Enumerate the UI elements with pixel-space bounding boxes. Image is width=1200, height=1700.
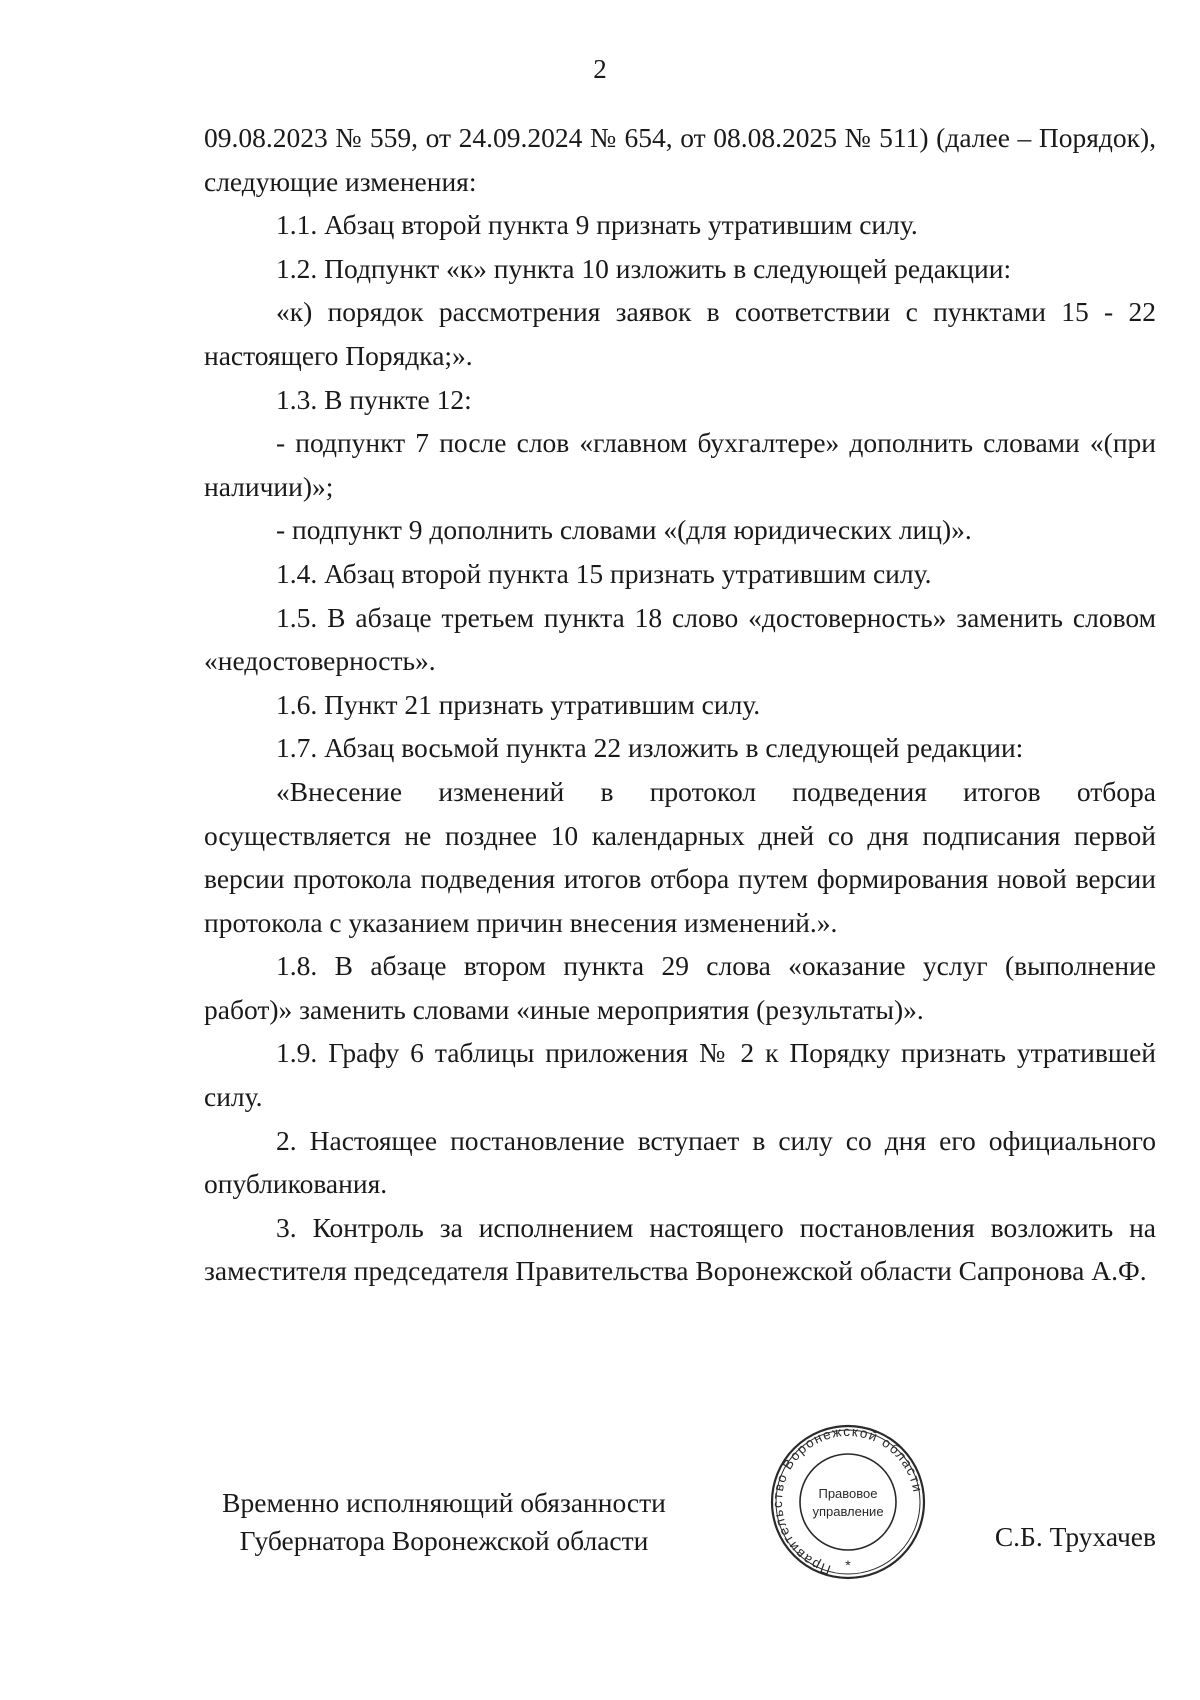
paragraph: «к) порядок рассмотрения заявок в соответствии с пунктами 15 - 22 настоящего Порядка;». bbox=[204, 296, 1156, 371]
paragraph: 1.2. Подпункт «к» пункта 10 изложить в следующей редакции: bbox=[276, 252, 1012, 284]
paragraph: - подпункт 9 дополнить словами «(для юридических лиц)». bbox=[276, 514, 972, 546]
paragraph: 1.1. Абзац второй пункта 9 признать утратившим силу. bbox=[276, 209, 918, 241]
signatory-position bbox=[204, 1484, 684, 1560]
seal-outer-text: Правительство Воронежской области bbox=[769, 1423, 926, 1578]
paragraph: 1.3. В пункте 12: bbox=[276, 383, 472, 415]
document-body bbox=[204, 116, 1156, 1293]
official-seal-stamp bbox=[768, 1420, 928, 1590]
signatory-position-line-1: Временно исполняющий обязанности bbox=[222, 1487, 666, 1518]
paragraph: 3. Контроль за исполнением настоящего постановления возложить на заместителя председателя Правительства Воронежской области Сапронова А.Ф. bbox=[204, 1211, 1156, 1287]
paragraph: 2. Настоящее постановление вступает в силу со дня его официального опубликования. bbox=[204, 1124, 1156, 1200]
paragraph: 1.8. В абзаце втором пункта 29 слова «оказание услуг (выполнение работ)» заменить словами «иные мероприятия (результаты)». bbox=[204, 950, 1156, 1025]
paragraph: 1.5. В абзаце третьем пункта 18 слово «достоверность» заменить словом «недостоверность». bbox=[204, 601, 1156, 677]
seal-inner-line-2: управление bbox=[812, 1504, 884, 1519]
seal-star: * bbox=[845, 1557, 851, 1573]
page-number: 2 bbox=[593, 54, 607, 84]
paragraph: 1.9. Графу 6 таблицы приложения № 2 к Порядку признать утратившей силу. bbox=[204, 1037, 1156, 1113]
paragraph: 1.7. Абзац восьмой пункта 22 изложить в следующей редакции: bbox=[276, 732, 1024, 764]
paragraph: 1.4. Абзац второй пункта 15 признать утратившим силу. bbox=[276, 557, 932, 589]
signatory-name: С.Б. Трухачев bbox=[994, 1521, 1156, 1552]
signatory-position-line-2: Губернатора Воронежской области bbox=[239, 1525, 649, 1556]
seal-inner-line-1: Правовое bbox=[818, 1486, 878, 1501]
paragraph: - подпункт 7 после слов «главном бухгалтере» дополнить словами «(при наличии)»; bbox=[204, 427, 1156, 502]
paragraph: 09.08.2023 № 559, от 24.09.2024 № 654, от 08.08.2025 № 511) (далее – Порядок), следующие изменения: bbox=[204, 122, 1156, 197]
paragraph: «Внесение изменений в протокол подведения итогов отбора осуществляется не позднее 10 календарных дней со дня подписания первой версии протокола подведения итогов отбора путем формирования новой версии протокола с указанием причин внесения изменений.». bbox=[204, 775, 1156, 938]
paragraph: 1.6. Пункт 21 признать утратившим силу. bbox=[276, 688, 761, 720]
